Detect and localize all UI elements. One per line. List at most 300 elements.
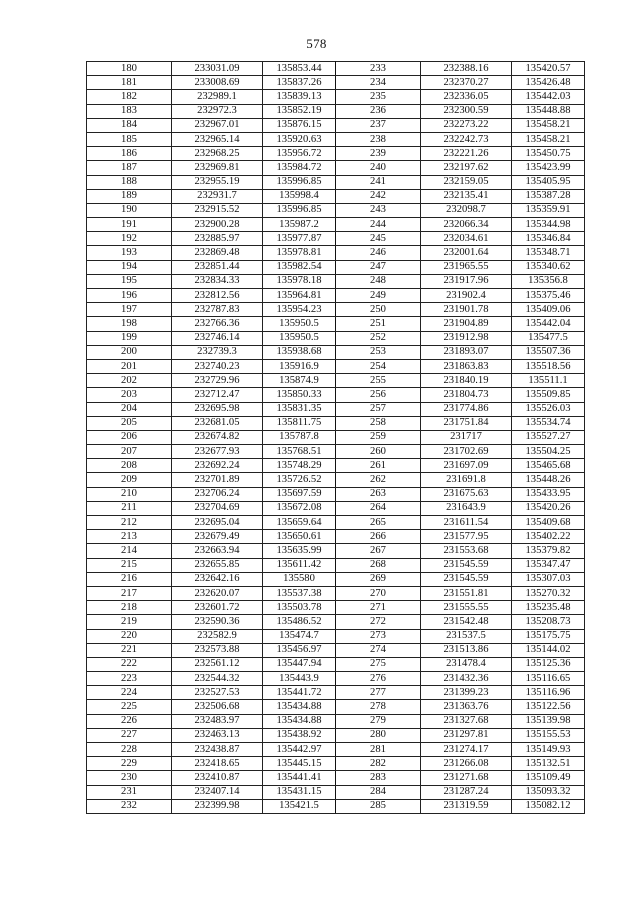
x-coordinate-cell: 232388.16 [421,62,512,76]
table-row [87,246,585,260]
y-coordinate-cell: 135270.32 [512,586,585,600]
x-coordinate-cell: 232712.47 [172,388,263,402]
point-number-cell: 253 [336,345,421,359]
x-coordinate-cell: 231904.89 [421,317,512,331]
point-number-cell: 180 [87,62,172,76]
table-row [87,359,585,373]
point-number-cell: 241 [336,175,421,189]
table-row [87,289,585,303]
x-coordinate-cell: 231363.76 [421,700,512,714]
x-coordinate-cell: 232663.94 [172,544,263,558]
point-number-cell: 250 [336,303,421,317]
y-coordinate-cell: 135375.46 [512,289,585,303]
point-number-cell: 207 [87,445,172,459]
table-row [87,686,585,700]
x-coordinate-cell: 232655.85 [172,558,263,572]
table-row [87,430,585,444]
x-coordinate-cell: 231611.54 [421,516,512,530]
point-number-cell: 234 [336,76,421,90]
x-coordinate-cell: 232642.16 [172,572,263,586]
y-coordinate-cell: 135659.64 [263,516,336,530]
y-coordinate-cell: 135433.95 [512,487,585,501]
x-coordinate-cell: 231675.63 [421,487,512,501]
point-number-cell: 202 [87,374,172,388]
y-coordinate-cell: 135082.12 [512,799,585,813]
x-coordinate-cell: 232701.89 [172,473,263,487]
y-coordinate-cell: 135511.1 [512,374,585,388]
x-coordinate-cell: 232740.23 [172,359,263,373]
point-number-cell: 280 [336,728,421,742]
y-coordinate-cell: 135443.9 [263,672,336,686]
point-number-cell: 281 [336,743,421,757]
x-coordinate-cell: 232463.13 [172,728,263,742]
table-row [87,416,585,430]
x-coordinate-cell: 232582.9 [172,629,263,643]
y-coordinate-cell: 135420.26 [512,501,585,515]
table-row [87,487,585,501]
x-coordinate-cell: 231643.9 [421,501,512,515]
point-number-cell: 268 [336,558,421,572]
y-coordinate-cell: 135697.59 [263,487,336,501]
point-number-cell: 201 [87,359,172,373]
table-row [87,402,585,416]
x-coordinate-cell: 232695.98 [172,402,263,416]
y-coordinate-cell: 135956.72 [263,147,336,161]
x-coordinate-cell: 232544.32 [172,672,263,686]
x-coordinate-cell: 231271.68 [421,771,512,785]
y-coordinate-cell: 135409.06 [512,303,585,317]
point-number-cell: 233 [336,62,421,76]
y-coordinate-cell: 135420.57 [512,62,585,76]
x-coordinate-cell: 231965.55 [421,260,512,274]
y-coordinate-cell: 135442.04 [512,317,585,331]
table-row [87,586,585,600]
y-coordinate-cell: 135748.29 [263,459,336,473]
point-number-cell: 238 [336,132,421,146]
y-coordinate-cell: 135116.65 [512,672,585,686]
table-row [87,303,585,317]
y-coordinate-cell: 135504.25 [512,445,585,459]
y-coordinate-cell: 135486.52 [263,615,336,629]
y-coordinate-cell: 135964.81 [263,289,336,303]
point-number-cell: 279 [336,714,421,728]
y-coordinate-cell: 135346.84 [512,232,585,246]
point-number-cell: 252 [336,331,421,345]
x-coordinate-cell: 231717 [421,430,512,444]
y-coordinate-cell: 135954.23 [263,303,336,317]
y-coordinate-cell: 135580 [263,572,336,586]
point-number-cell: 216 [87,572,172,586]
y-coordinate-cell: 135442.97 [263,743,336,757]
table-row [87,445,585,459]
point-number-cell: 255 [336,374,421,388]
point-number-cell: 262 [336,473,421,487]
table-row [87,757,585,771]
point-number-cell: 188 [87,175,172,189]
x-coordinate-cell: 232931.7 [172,189,263,203]
y-coordinate-cell: 135438.92 [263,728,336,742]
y-coordinate-cell: 135458.21 [512,132,585,146]
y-coordinate-cell: 135850.33 [263,388,336,402]
table-row [87,132,585,146]
point-number-cell: 222 [87,657,172,671]
table-row [87,771,585,785]
x-coordinate-cell: 231751.84 [421,416,512,430]
y-coordinate-cell: 135978.18 [263,274,336,288]
y-coordinate-cell: 135950.5 [263,331,336,345]
point-number-cell: 248 [336,274,421,288]
x-coordinate-cell: 231327.68 [421,714,512,728]
point-number-cell: 215 [87,558,172,572]
point-number-cell: 208 [87,459,172,473]
point-number-cell: 283 [336,771,421,785]
point-number-cell: 228 [87,743,172,757]
table-row [87,785,585,799]
y-coordinate-cell: 135175.75 [512,629,585,643]
x-coordinate-cell: 232704.69 [172,501,263,515]
point-number-cell: 242 [336,189,421,203]
x-coordinate-cell: 231697.09 [421,459,512,473]
y-coordinate-cell: 135537.38 [263,586,336,600]
x-coordinate-cell: 232681.05 [172,416,263,430]
y-coordinate-cell: 135611.42 [263,558,336,572]
x-coordinate-cell: 232410.87 [172,771,263,785]
point-number-cell: 273 [336,629,421,643]
x-coordinate-cell: 232483.97 [172,714,263,728]
table-row [87,743,585,757]
y-coordinate-cell: 135920.63 [263,132,336,146]
point-number-cell: 264 [336,501,421,515]
table-row [87,232,585,246]
x-coordinate-cell: 231863.83 [421,359,512,373]
x-coordinate-cell: 232273.22 [421,118,512,132]
table-row [87,572,585,586]
table-row [87,104,585,118]
y-coordinate-cell: 135811.75 [263,416,336,430]
point-number-cell: 181 [87,76,172,90]
y-coordinate-cell: 135122.56 [512,700,585,714]
point-number-cell: 219 [87,615,172,629]
coordinates-table [86,61,585,814]
point-number-cell: 240 [336,161,421,175]
x-coordinate-cell: 231702.69 [421,445,512,459]
x-coordinate-cell: 231577.95 [421,530,512,544]
y-coordinate-cell: 135477.5 [512,331,585,345]
x-coordinate-cell: 231478.4 [421,657,512,671]
point-number-cell: 285 [336,799,421,813]
y-coordinate-cell: 135109.49 [512,771,585,785]
y-coordinate-cell: 135635.99 [263,544,336,558]
y-coordinate-cell: 135507.36 [512,345,585,359]
x-coordinate-cell: 232969.81 [172,161,263,175]
table-row [87,530,585,544]
point-number-cell: 229 [87,757,172,771]
x-coordinate-cell: 232407.14 [172,785,263,799]
x-coordinate-cell: 232812.56 [172,289,263,303]
point-number-cell: 212 [87,516,172,530]
x-coordinate-cell: 231804.73 [421,388,512,402]
x-coordinate-cell: 231319.59 [421,799,512,813]
x-coordinate-cell: 232729.96 [172,374,263,388]
y-coordinate-cell: 135456.97 [263,643,336,657]
x-coordinate-cell: 232851.44 [172,260,263,274]
x-coordinate-cell: 232399.98 [172,799,263,813]
table-row [87,544,585,558]
point-number-cell: 272 [336,615,421,629]
x-coordinate-cell: 231266.08 [421,757,512,771]
point-number-cell: 223 [87,672,172,686]
table-row [87,615,585,629]
x-coordinate-cell: 231545.59 [421,572,512,586]
point-number-cell: 244 [336,218,421,232]
point-number-cell: 256 [336,388,421,402]
x-coordinate-cell: 232066.34 [421,218,512,232]
point-number-cell: 209 [87,473,172,487]
y-coordinate-cell: 135448.26 [512,473,585,487]
point-number-cell: 226 [87,714,172,728]
y-coordinate-cell: 135726.52 [263,473,336,487]
x-coordinate-cell: 232601.72 [172,601,263,615]
x-coordinate-cell: 231553.68 [421,544,512,558]
y-coordinate-cell: 135307.03 [512,572,585,586]
point-number-cell: 282 [336,757,421,771]
x-coordinate-cell: 232527.53 [172,686,263,700]
table-row [87,260,585,274]
y-coordinate-cell: 135405.95 [512,175,585,189]
y-coordinate-cell: 135950.5 [263,317,336,331]
point-number-cell: 251 [336,317,421,331]
y-coordinate-cell: 135938.68 [263,345,336,359]
x-coordinate-cell: 232336.05 [421,90,512,104]
y-coordinate-cell: 135672.08 [263,501,336,515]
y-coordinate-cell: 135852.19 [263,104,336,118]
table-row [87,558,585,572]
y-coordinate-cell: 135474.7 [263,629,336,643]
x-coordinate-cell: 232766.36 [172,317,263,331]
table-row [87,799,585,813]
y-coordinate-cell: 135978.81 [263,246,336,260]
point-number-cell: 261 [336,459,421,473]
point-number-cell: 204 [87,402,172,416]
y-coordinate-cell: 135447.94 [263,657,336,671]
table-row [87,516,585,530]
coordinates-table-body [87,62,585,814]
y-coordinate-cell: 135977.87 [263,232,336,246]
y-coordinate-cell: 135831.35 [263,402,336,416]
table-row [87,203,585,217]
point-number-cell: 218 [87,601,172,615]
table-row [87,218,585,232]
x-coordinate-cell: 232098.7 [421,203,512,217]
y-coordinate-cell: 135876.15 [263,118,336,132]
table-row [87,90,585,104]
x-coordinate-cell: 231902.4 [421,289,512,303]
y-coordinate-cell: 135402.22 [512,530,585,544]
y-coordinate-cell: 135503.78 [263,601,336,615]
y-coordinate-cell: 135448.88 [512,104,585,118]
x-coordinate-cell: 232967.01 [172,118,263,132]
y-coordinate-cell: 135650.61 [263,530,336,544]
y-coordinate-cell: 135344.98 [512,218,585,232]
point-number-cell: 230 [87,771,172,785]
point-number-cell: 235 [336,90,421,104]
point-number-cell: 187 [87,161,172,175]
y-coordinate-cell: 135534.74 [512,416,585,430]
point-number-cell: 247 [336,260,421,274]
x-coordinate-cell: 231287.24 [421,785,512,799]
point-number-cell: 213 [87,530,172,544]
x-coordinate-cell: 232506.68 [172,700,263,714]
table-row [87,672,585,686]
point-number-cell: 206 [87,430,172,444]
y-coordinate-cell: 135409.68 [512,516,585,530]
y-coordinate-cell: 135359.91 [512,203,585,217]
point-number-cell: 243 [336,203,421,217]
y-coordinate-cell: 135527.27 [512,430,585,444]
x-coordinate-cell: 233008.69 [172,76,263,90]
point-number-cell: 258 [336,416,421,430]
y-coordinate-cell: 135144.02 [512,643,585,657]
point-number-cell: 270 [336,586,421,600]
point-number-cell: 245 [336,232,421,246]
x-coordinate-cell: 232677.93 [172,445,263,459]
table-row [87,175,585,189]
y-coordinate-cell: 135208.73 [512,615,585,629]
point-number-cell: 246 [336,246,421,260]
y-coordinate-cell: 135441.72 [263,686,336,700]
x-coordinate-cell: 232135.41 [421,189,512,203]
table-row [87,374,585,388]
point-number-cell: 254 [336,359,421,373]
table-row [87,62,585,76]
point-number-cell: 182 [87,90,172,104]
y-coordinate-cell: 135441.41 [263,771,336,785]
point-number-cell: 275 [336,657,421,671]
x-coordinate-cell: 232915.52 [172,203,263,217]
point-number-cell: 239 [336,147,421,161]
y-coordinate-cell: 135853.44 [263,62,336,76]
point-number-cell: 191 [87,218,172,232]
x-coordinate-cell: 231917.96 [421,274,512,288]
y-coordinate-cell: 135426.48 [512,76,585,90]
y-coordinate-cell: 135874.9 [263,374,336,388]
point-number-cell: 220 [87,629,172,643]
y-coordinate-cell: 135348.71 [512,246,585,260]
x-coordinate-cell: 231555.55 [421,601,512,615]
table-row [87,76,585,90]
x-coordinate-cell: 231399.23 [421,686,512,700]
y-coordinate-cell: 135423.99 [512,161,585,175]
point-number-cell: 217 [87,586,172,600]
point-number-cell: 203 [87,388,172,402]
table-row [87,601,585,615]
x-coordinate-cell: 232001.64 [421,246,512,260]
y-coordinate-cell: 135458.21 [512,118,585,132]
page-number: 578 [306,36,327,51]
y-coordinate-cell: 135442.03 [512,90,585,104]
y-coordinate-cell: 135837.26 [263,76,336,90]
x-coordinate-cell: 232965.14 [172,132,263,146]
y-coordinate-cell: 135984.72 [263,161,336,175]
point-number-cell: 214 [87,544,172,558]
y-coordinate-cell: 135996.85 [263,203,336,217]
point-number-cell: 192 [87,232,172,246]
x-coordinate-cell: 232989.1 [172,90,263,104]
y-coordinate-cell: 135996.85 [263,175,336,189]
y-coordinate-cell: 135347.47 [512,558,585,572]
point-number-cell: 263 [336,487,421,501]
point-number-cell: 257 [336,402,421,416]
point-number-cell: 196 [87,289,172,303]
point-number-cell: 190 [87,203,172,217]
y-coordinate-cell: 135356.8 [512,274,585,288]
point-number-cell: 274 [336,643,421,657]
x-coordinate-cell: 231542.48 [421,615,512,629]
point-number-cell: 237 [336,118,421,132]
y-coordinate-cell: 135518.56 [512,359,585,373]
x-coordinate-cell: 231893.07 [421,345,512,359]
x-coordinate-cell: 231545.59 [421,558,512,572]
x-coordinate-cell: 231432.36 [421,672,512,686]
x-coordinate-cell: 232746.14 [172,331,263,345]
point-number-cell: 198 [87,317,172,331]
y-coordinate-cell: 135139.98 [512,714,585,728]
table-row [87,700,585,714]
point-number-cell: 211 [87,501,172,515]
point-number-cell: 271 [336,601,421,615]
point-number-cell: 210 [87,487,172,501]
point-number-cell: 205 [87,416,172,430]
x-coordinate-cell: 232438.87 [172,743,263,757]
table-row [87,629,585,643]
x-coordinate-cell: 232034.61 [421,232,512,246]
x-coordinate-cell: 231274.17 [421,743,512,757]
point-number-cell: 236 [336,104,421,118]
point-number-cell: 278 [336,700,421,714]
x-coordinate-cell: 231551.81 [421,586,512,600]
table-row [87,388,585,402]
x-coordinate-cell: 232787.83 [172,303,263,317]
x-coordinate-cell: 232159.05 [421,175,512,189]
table-row [87,459,585,473]
x-coordinate-cell: 231537.5 [421,629,512,643]
table-row [87,643,585,657]
x-coordinate-cell: 232900.28 [172,218,263,232]
table-row [87,331,585,345]
y-coordinate-cell: 135509.85 [512,388,585,402]
x-coordinate-cell: 231901.78 [421,303,512,317]
point-number-cell: 265 [336,516,421,530]
point-number-cell: 197 [87,303,172,317]
x-coordinate-cell: 232197.62 [421,161,512,175]
point-number-cell: 199 [87,331,172,345]
table-row [87,274,585,288]
y-coordinate-cell: 135116.96 [512,686,585,700]
point-number-cell: 232 [87,799,172,813]
x-coordinate-cell: 232370.27 [421,76,512,90]
table-row [87,118,585,132]
x-coordinate-cell: 232590.36 [172,615,263,629]
x-coordinate-cell: 232692.24 [172,459,263,473]
x-coordinate-cell: 232573.88 [172,643,263,657]
table-row [87,147,585,161]
y-coordinate-cell: 135235.48 [512,601,585,615]
table-row [87,473,585,487]
y-coordinate-cell: 135149.93 [512,743,585,757]
table-row [87,501,585,515]
x-coordinate-cell: 231774.86 [421,402,512,416]
y-coordinate-cell: 135434.88 [263,700,336,714]
